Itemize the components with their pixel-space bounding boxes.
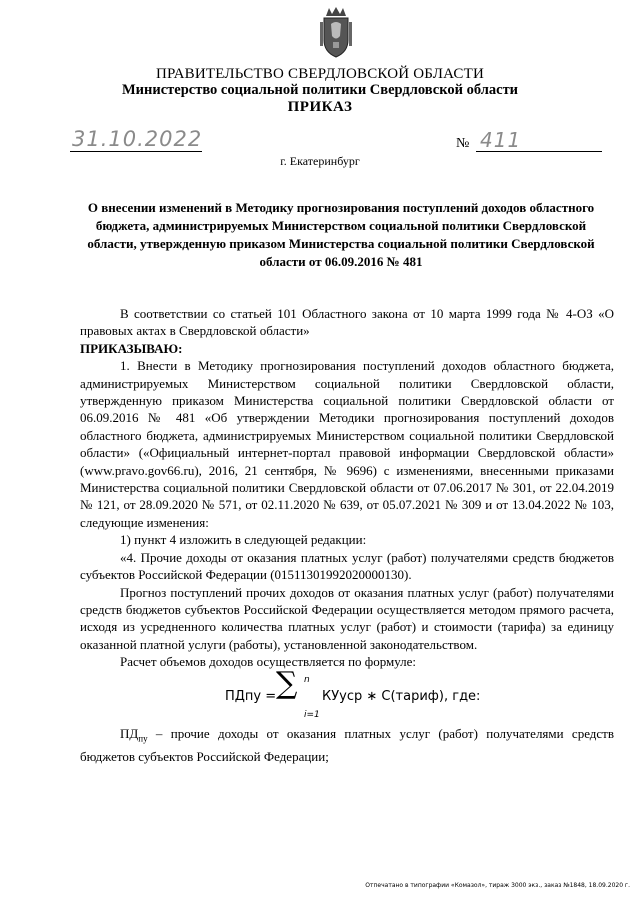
order-number: 411: [480, 128, 522, 152]
government-name: ПРАВИТЕЛЬСТВО СВЕРДЛОВСКОЙ ОБЛАСТИ: [155, 66, 485, 82]
print-footer: Отпечатано в типографии «Комазол», тираж 3000 экз., заказ №1848, 18.09.2020 г.: [365, 882, 630, 889]
coat-of-arms-icon: [318, 6, 354, 58]
orders-heading: ПРИКАЗЫВАЮ:: [80, 340, 183, 356]
ministry-name: Министерство социальной политики Свердловской области: [121, 82, 519, 98]
number-label: №: [456, 136, 470, 151]
formula: [80, 665, 614, 720]
date-underline: [70, 151, 202, 152]
preamble: В соответствии со статьей 101 Областного закона от 10 марта 1999 года № 4-ОЗ «О правовых актах в Свердловской области»: [80, 306, 614, 339]
formula-left: ПДпу =: [225, 688, 277, 704]
city: г. Екатеринбург: [280, 154, 360, 168]
formula-upper-limit: n: [304, 674, 310, 685]
document-title: О внесении изменений в Методику прогнозирования поступлений доходов областного бюджета, администрируемых Министерством социальной политики Свердловской области, утвержденную приказом Министерства социальной политики Свердловской области от 06.09.2016 № 481: [87, 200, 595, 269]
formula-right: КУуср ∗ С(тариф), где:: [322, 688, 481, 704]
document-body: [80, 305, 614, 765]
definition-symbol: ПД: [120, 725, 139, 741]
paragraph-item-1: 1. Внести в Методику прогнозирования поступлений доходов областного бюджета, администрируемых Министерством социальной политики Свердловской области, утвержденную приказом Министерства социальной политики Свердловской области от 06.09.2016 № 481 «Об утверждении Методики прогнозирования поступлений доходов областного бюджета, администрируемых Министерством социальной политики Свердловской области» («Официальный интернет-портал правовой информации Свердловской области» (www.pravo.gov66.ru), 2016, 21 сентября, № 9696) с изменениями, внесенными приказами Министерства социальной политики Свердловской области от 07.06.2017 № 301, от 22.04.2019 № 121, от 28.09.2020 № 571, от 02.11.2020 № 639, от 05.07.2021 № 309 и от 13.04.2022 № 103, следующие изменения:: [80, 358, 614, 530]
order-date: 31.10.2022: [72, 127, 203, 151]
order-heading: ПРИКАЗ: [287, 99, 353, 115]
definition-text: – прочие доходы от оказания платных услуг (работ) получателями средств бюджетов субъектов Российской Федерации;: [80, 725, 614, 764]
definition-subscript: пу: [138, 733, 148, 744]
paragraph-definition: [80, 725, 614, 765]
paragraph-calc: Расчет объемов доходов осуществляется по формуле:: [120, 654, 417, 670]
number-underline: [476, 151, 602, 152]
formula-lower-limit: i=1: [304, 709, 320, 720]
paragraph-quote-4: «4. Прочие доходы от оказания платных услуг (работ) получателями средств бюджетов субъектов Российской Федерации (01511301992020000130).: [80, 549, 614, 583]
paragraph-sub-1: 1) пункт 4 изложить в следующей редакции:: [120, 532, 367, 548]
paragraph-forecast: Прогноз поступлений прочих доходов от оказания платных услуг (работ) получателями средств бюджетов субъектов Российской Федерации осуществляется методом прямого расчета, исходя из усредненного количества платных услуг (работ) и стоимости (тарифа) за единицу оказанной платной услуги (работы), установленной законодательством.: [80, 584, 614, 652]
formula-sigma: ∑: [276, 665, 298, 701]
